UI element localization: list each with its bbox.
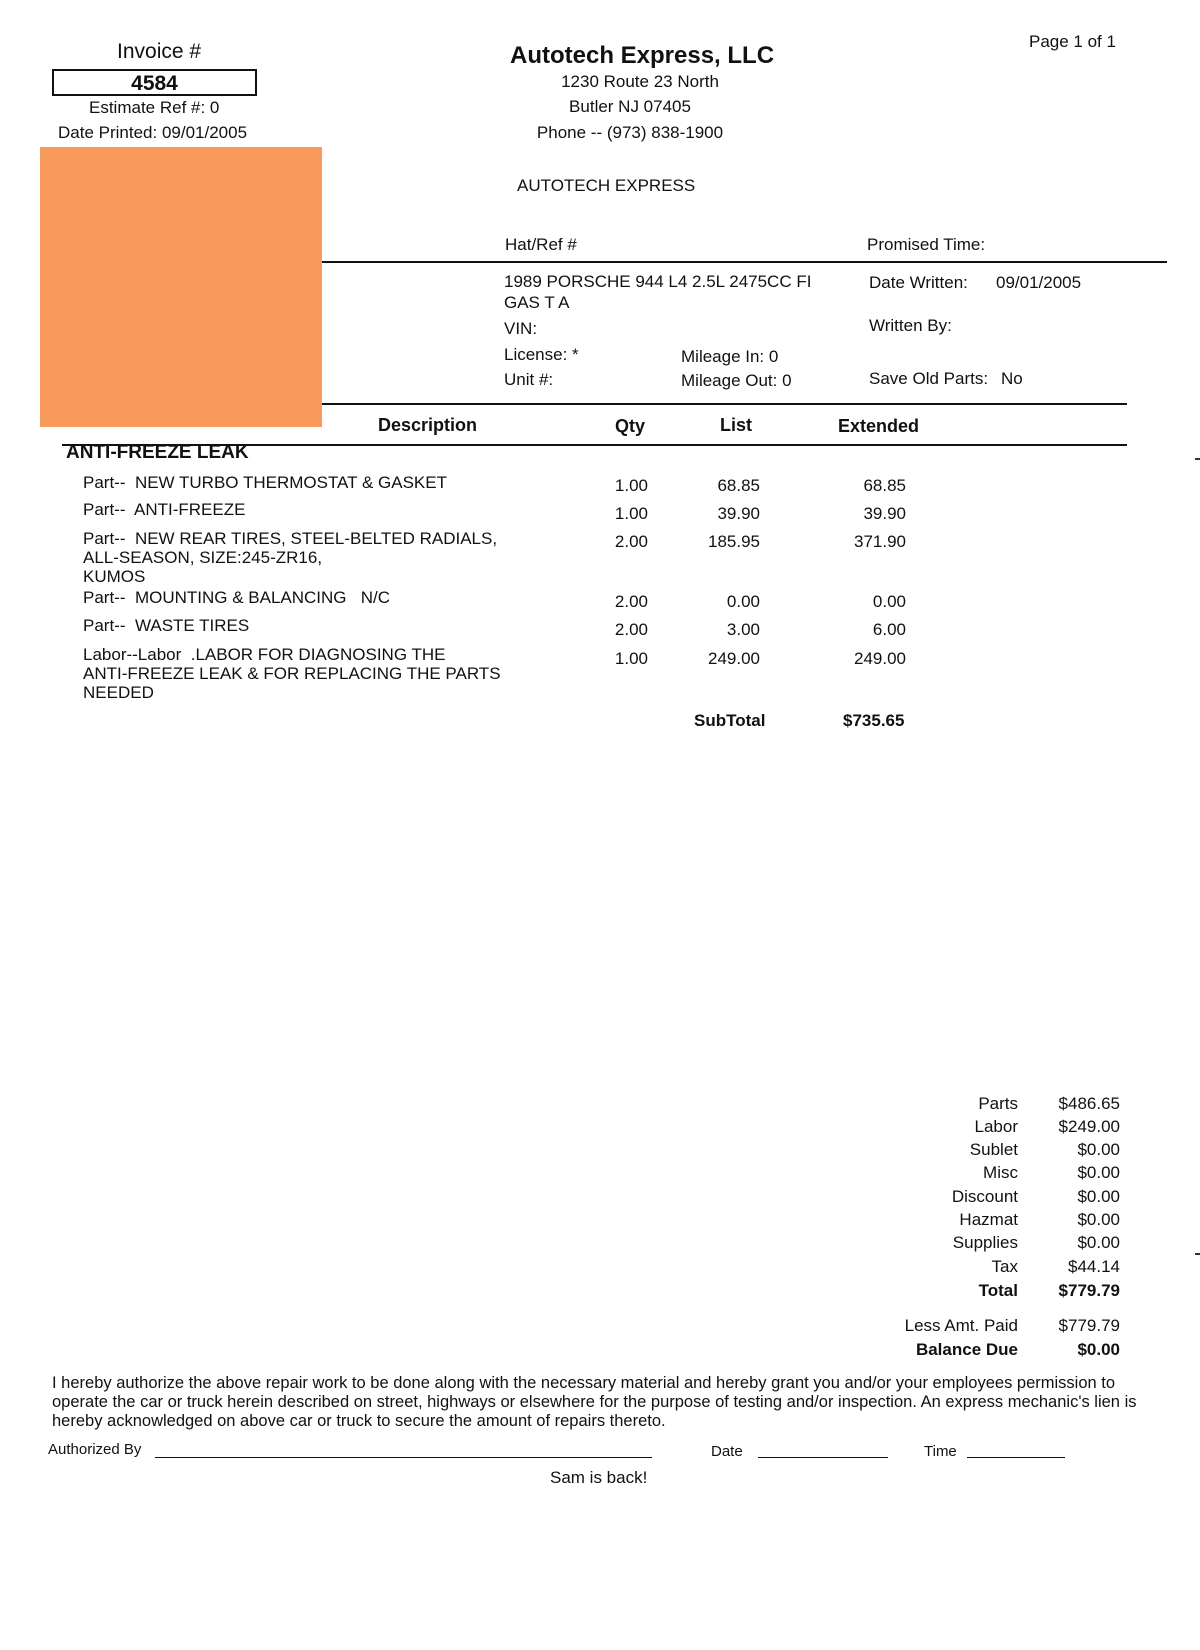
line-item-extended: 371.90 xyxy=(854,532,906,551)
col-extended: Extended xyxy=(838,416,920,436)
scan-mark xyxy=(1195,458,1200,460)
date-written-label: Date Written: xyxy=(869,273,968,292)
line-item-desc: Labor--Labor .LABOR FOR DIAGNOSING THE ANTI-FREEZE LEAK & FOR REPLACING THE PARTS NEEDED xyxy=(83,645,501,702)
invoice-label: Invoice # xyxy=(117,40,202,63)
col-qty: Qty xyxy=(615,416,646,436)
summary-total-value: $779.79 xyxy=(1058,1281,1120,1300)
vehicle-description-2: GAS T A xyxy=(504,293,570,312)
summary-label: Supplies xyxy=(952,1233,1018,1252)
line-item-desc: Part-- NEW REAR TIRES, STEEL-BELTED RADIALS, ALL-SEASON, SIZE:245-ZR16, KUMOS xyxy=(83,529,498,586)
line-item-desc: Part-- MOUNTING & BALANCING N/C xyxy=(83,588,390,607)
authorized-by-label: Authorized By xyxy=(48,1441,142,1458)
company-address-2: Butler NJ 07405 xyxy=(569,97,691,116)
authorized-by-line xyxy=(155,1457,652,1458)
date-written: 09/01/2005 xyxy=(996,273,1082,292)
summary-value: $44.14 xyxy=(1068,1257,1120,1276)
shop-name: AUTOTECH EXPRESS xyxy=(517,176,696,195)
line-item-list: 249.00 xyxy=(708,649,760,668)
line-item-desc: Part-- ANTI-FREEZE xyxy=(83,500,246,519)
line-item-qty: 1.00 xyxy=(614,476,648,495)
line-item-extended: 0.00 xyxy=(872,592,906,611)
save-old-parts: No xyxy=(1001,369,1023,388)
summary-value: $249.00 xyxy=(1058,1117,1120,1136)
summary-total-label: Total xyxy=(978,1281,1018,1300)
balance-due-value: $0.00 xyxy=(1077,1340,1120,1359)
line-item-qty: 1.00 xyxy=(614,649,648,668)
company-address-1: 1230 Route 23 North xyxy=(561,72,719,91)
summary-label: Misc xyxy=(983,1163,1018,1182)
line-item-qty: 2.00 xyxy=(614,532,648,551)
line-item-extended: 39.90 xyxy=(863,504,906,523)
balance-due-label: Balance Due xyxy=(915,1340,1018,1359)
summary-value: $0.00 xyxy=(1077,1187,1120,1206)
col-list: List xyxy=(720,415,753,435)
invoice-number: 4584 xyxy=(52,69,257,96)
mileage-in: Mileage In: 0 xyxy=(681,347,779,366)
line-item-desc: Part-- NEW TURBO THERMOSTAT & GASKET xyxy=(83,473,447,492)
line-item-qty: 2.00 xyxy=(614,592,648,611)
line-item-list: 39.90 xyxy=(717,504,760,523)
header-rule xyxy=(322,261,1167,263)
date-printed: Date Printed: 09/01/2005 xyxy=(58,123,248,142)
summary-label: Parts xyxy=(978,1094,1018,1113)
written-by-label: Written By: xyxy=(869,316,952,335)
save-old-parts-label: Save Old Parts: xyxy=(869,369,989,388)
company-phone: Phone -- (973) 838-1900 xyxy=(536,123,724,142)
vehicle-rule xyxy=(322,403,1127,405)
line-item-extended: 68.85 xyxy=(863,476,906,495)
hat-ref-label: Hat/Ref # xyxy=(505,235,577,254)
line-item-extended: 6.00 xyxy=(872,620,906,639)
mileage-out: Mileage Out: 0 xyxy=(681,371,792,390)
summary-value: $0.00 xyxy=(1077,1233,1120,1252)
line-item-qty: 1.00 xyxy=(614,504,648,523)
summary-value: $0.00 xyxy=(1077,1210,1120,1229)
date-label: Date xyxy=(711,1443,743,1460)
summary-value: $486.65 xyxy=(1058,1094,1120,1113)
estimate-ref: Estimate Ref #: 0 xyxy=(89,98,220,117)
summary-value: $0.00 xyxy=(1077,1140,1120,1159)
line-item-list: 68.85 xyxy=(717,476,760,495)
summary-label: Tax xyxy=(991,1257,1018,1276)
date-line xyxy=(758,1457,888,1458)
time-label: Time xyxy=(924,1443,957,1460)
vin-label: VIN: xyxy=(504,319,538,338)
line-item-list: 185.95 xyxy=(708,532,760,551)
line-item-extended: 249.00 xyxy=(854,649,906,668)
summary-label: Sublet xyxy=(969,1140,1018,1159)
line-item-list: 0.00 xyxy=(726,592,760,611)
line-item-desc: Part-- WASTE TIRES xyxy=(83,616,250,635)
license: License: * xyxy=(504,345,579,364)
col-description: Description xyxy=(378,415,478,435)
summary-label: Hazmat xyxy=(959,1210,1018,1229)
footer-note: Sam is back! xyxy=(550,1468,648,1487)
line-item-list: 3.00 xyxy=(726,620,760,639)
authorization-disclaimer: I hereby authorize the above repair work to be done along with the necessary material and hereby grant you and/or your employees permission to operate the car or truck herein described on street, highways or elsewhere for the purpose of testing and/or inspection. An express mechanic's lien is hereby acknowledged on above car or truck to secure the amount of repairs thereto. xyxy=(52,1374,1137,1430)
subtotal-value: $735.65 xyxy=(843,711,905,730)
summary-label: Labor xyxy=(974,1117,1018,1136)
summary-value: $0.00 xyxy=(1077,1163,1120,1182)
redaction-block xyxy=(40,147,322,427)
summary-label: Discount xyxy=(951,1187,1018,1206)
promised-time-label: Promised Time: xyxy=(867,235,986,254)
page-number: Page 1 of 1 xyxy=(1029,32,1116,51)
company-name: Autotech Express, LLC xyxy=(510,42,775,69)
summary-value: $779.79 xyxy=(1058,1316,1120,1335)
line-item-qty: 2.00 xyxy=(614,620,648,639)
vehicle-description: 1989 PORSCHE 944 L4 2.5L 2475CC FI xyxy=(504,272,812,291)
scan-mark xyxy=(1195,1253,1200,1255)
section-title: ANTI-FREEZE LEAK xyxy=(66,442,249,463)
unit-label: Unit #: xyxy=(504,370,554,389)
summary-label: Less Amt. Paid xyxy=(904,1316,1018,1335)
subtotal-label: SubTotal xyxy=(694,711,766,730)
time-line xyxy=(967,1457,1065,1458)
